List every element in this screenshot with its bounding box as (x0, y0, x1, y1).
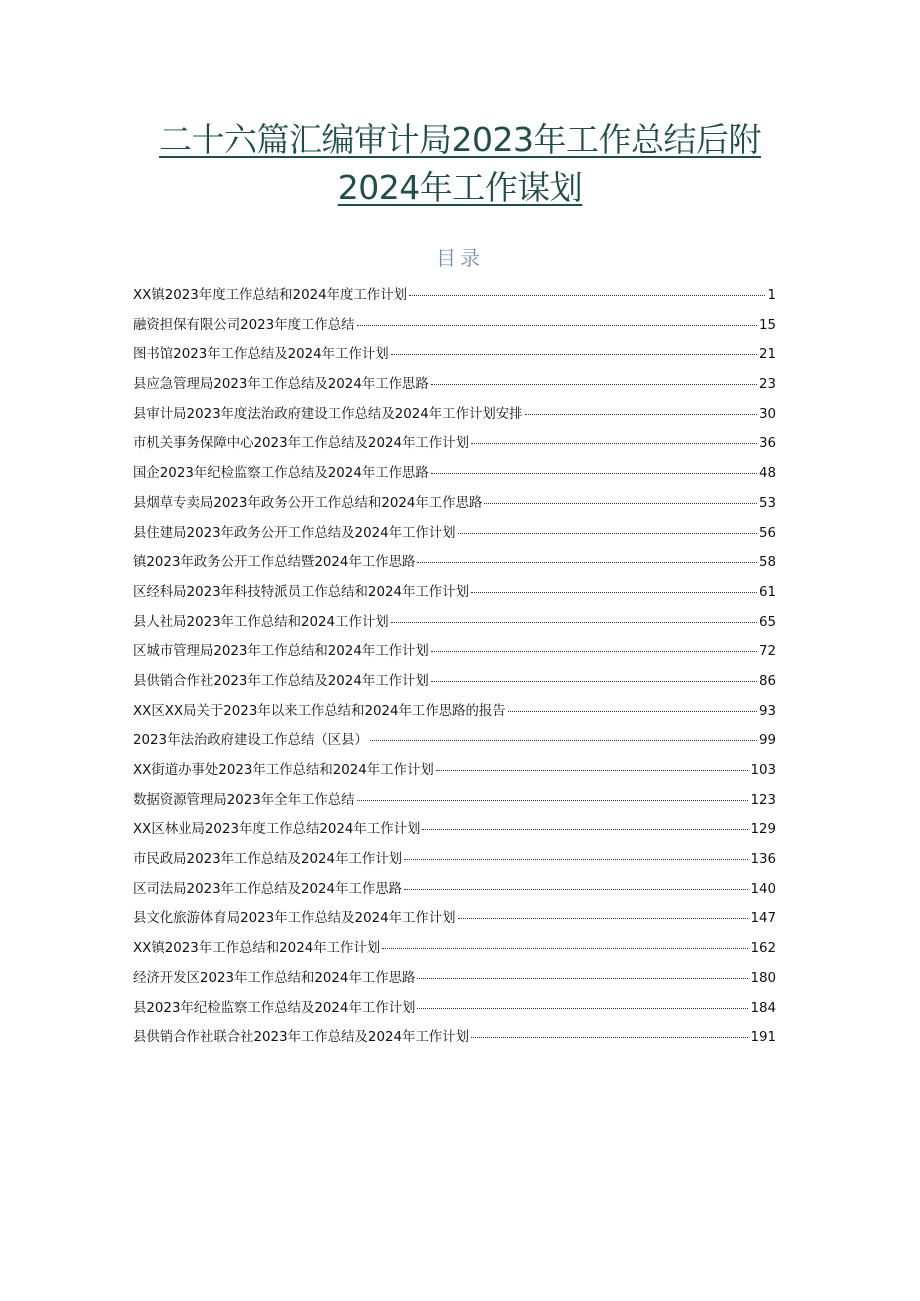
toc-entry-page-number[interactable]: 21 (758, 347, 776, 363)
toc-entry-page-number[interactable]: 65 (758, 614, 776, 630)
toc-entry-title[interactable]: 镇2023年政务公开工作总结暨2024年工作思路 (133, 555, 416, 571)
document-title-text-1: 二十六篇汇编审计局2023年工作总结后附 (159, 120, 761, 159)
toc-dot-leader (382, 947, 748, 949)
toc-entry[interactable] (133, 1026, 776, 1056)
toc-dot-leader (431, 383, 757, 385)
toc-dot-leader (436, 769, 749, 771)
toc-entry-page-number[interactable]: 136 (750, 852, 776, 868)
toc-entry-title[interactable]: 2023年法治政府建设工作总结（区县） (133, 733, 368, 749)
toc-entry[interactable] (133, 403, 776, 433)
toc-entry-page-number[interactable]: 129 (750, 822, 776, 838)
toc-entry[interactable] (133, 878, 776, 908)
toc-entry-title[interactable]: XX区林业局2023年度工作总结2024年工作计划 (133, 822, 421, 838)
toc-entry-page-number[interactable]: 103 (750, 763, 776, 778)
toc-entry-page-number[interactable]: 61 (758, 584, 776, 600)
toc-entry-title[interactable]: 图书馆2023年工作总结及2024年工作计划 (133, 347, 389, 363)
toc-dot-leader (471, 1036, 748, 1038)
toc-entry-title[interactable]: 数据资源管理局2023年全年工作总结 (133, 792, 355, 808)
document-title-text-2: 2024年工作谋划 (337, 168, 583, 207)
toc-entry-page-number[interactable]: 56 (758, 525, 776, 541)
toc-entry-title[interactable]: XX镇2023年工作总结和2024年工作计划 (133, 941, 381, 957)
toc-dot-leader (525, 413, 757, 415)
table-of-contents (133, 284, 776, 1056)
toc-entry-title[interactable]: 县烟草专卖局2023年政务公开工作总结和2024年工作思路 (133, 495, 483, 511)
toc-entry-title[interactable]: 县供销合作社联合社2023年工作总结及2024年工作计划 (133, 1030, 469, 1046)
toc-entry[interactable] (133, 640, 776, 670)
toc-entry[interactable] (133, 551, 776, 581)
toc-entry-page-number[interactable]: 123 (750, 792, 776, 808)
toc-entry-title[interactable]: XX街道办事处2023年工作总结和2024年工作计划 (133, 763, 434, 778)
toc-entry-page-number[interactable]: 191 (750, 1030, 776, 1046)
toc-entry-title[interactable]: 市机关事务保障中心2023年工作总结及2024年工作计划 (133, 436, 469, 452)
toc-entry-title[interactable]: 经济开发区2023年工作总结和2024年工作思路 (133, 970, 416, 986)
toc-entry-title[interactable]: 县住建局2023年政务公开工作总结及2024年工作计划 (133, 525, 456, 541)
toc-dot-leader (357, 324, 757, 326)
toc-dot-leader (409, 294, 765, 296)
toc-entry[interactable] (133, 759, 776, 789)
toc-entry[interactable] (133, 937, 776, 967)
toc-entry[interactable] (133, 729, 776, 759)
toc-entry-page-number[interactable]: 147 (750, 911, 776, 927)
toc-dot-leader (458, 532, 757, 534)
toc-entry[interactable] (133, 670, 776, 700)
toc-entry-page-number[interactable]: 86 (758, 673, 776, 689)
toc-entry-title[interactable]: 县文化旅游体育局2023年工作总结及2024年工作计划 (133, 911, 456, 927)
toc-entry[interactable] (133, 284, 776, 314)
toc-dot-leader (431, 680, 757, 682)
toc-entry-title[interactable]: 融资担保有限公司2023年度工作总结 (133, 317, 355, 333)
toc-entry-title[interactable]: XX区XX局关于2023年以来工作总结和2024年工作思路的报告 (133, 703, 506, 719)
toc-entry-page-number[interactable]: 1 (767, 288, 776, 303)
toc-dot-leader (357, 799, 749, 801)
toc-entry[interactable] (133, 789, 776, 819)
toc-entry[interactable] (133, 848, 776, 878)
toc-entry[interactable] (133, 343, 776, 373)
toc-dot-leader (422, 828, 748, 830)
toc-entry[interactable] (133, 462, 776, 492)
toc-entry[interactable] (133, 522, 776, 552)
toc-entry[interactable] (133, 997, 776, 1027)
toc-dot-leader (431, 650, 757, 652)
toc-dot-leader (417, 1007, 748, 1009)
toc-dot-leader (417, 977, 748, 979)
toc-entry[interactable] (133, 700, 776, 730)
toc-entry-title[interactable]: 县2023年纪检监察工作总结及2024年工作计划 (133, 1000, 416, 1016)
toc-entry-title[interactable]: 区司法局2023年工作总结及2024年工作思路 (133, 881, 403, 897)
document-title-line-2 (120, 166, 800, 210)
toc-entry[interactable] (133, 967, 776, 997)
toc-entry-title[interactable]: 县审计局2023年度法治政府建设工作总结及2024年工作计划安排 (133, 406, 523, 422)
toc-dot-leader (458, 917, 749, 919)
toc-dot-leader (484, 502, 757, 504)
toc-entry-page-number[interactable]: 184 (750, 1000, 776, 1016)
toc-entry-title[interactable]: 县供销合作社2023年工作总结及2024年工作计划 (133, 673, 429, 689)
toc-entry[interactable] (133, 373, 776, 403)
toc-entry-title[interactable]: 县人社局2023年工作总结和2024工作计划 (133, 614, 389, 630)
toc-dot-leader (431, 472, 757, 474)
toc-dot-leader (370, 739, 757, 741)
toc-entry-page-number[interactable]: 30 (758, 406, 776, 422)
toc-entry-title[interactable]: 国企2023年纪检监察工作总结及2024年工作思路 (133, 466, 429, 482)
toc-entry-page-number[interactable]: 36 (758, 436, 776, 452)
toc-entry-page-number[interactable]: 180 (750, 970, 776, 986)
toc-entry-page-number[interactable]: 23 (758, 377, 776, 393)
toc-entry-title[interactable]: 县应急管理局2023年工作总结及2024年工作思路 (133, 377, 429, 393)
toc-entry-page-number[interactable]: 99 (758, 733, 776, 749)
toc-dot-leader (404, 858, 748, 860)
toc-entry-page-number[interactable]: 58 (758, 555, 776, 571)
toc-entry-title[interactable]: 区城市管理局2023年工作总结和2024年工作计划 (133, 644, 429, 660)
toc-entry[interactable] (133, 907, 776, 937)
toc-entry-title[interactable]: 市民政局2023年工作总结及2024年工作计划 (133, 852, 403, 868)
toc-dot-leader (471, 442, 757, 444)
toc-entry[interactable] (133, 818, 776, 848)
toc-dot-leader (404, 888, 748, 890)
toc-entry[interactable] (133, 581, 776, 611)
document-title-line-1 (120, 118, 800, 162)
toc-entry-page-number[interactable]: 162 (750, 941, 776, 957)
toc-entry-title[interactable]: XX镇2023年度工作总结和2024年度工作计划 (133, 288, 407, 303)
toc-dot-leader (508, 710, 757, 712)
toc-entry-title[interactable]: 区经科局2023年科技特派员工作总结和2024年工作计划 (133, 584, 469, 600)
toc-dot-leader (391, 621, 757, 623)
toc-entry-page-number[interactable]: 140 (750, 881, 776, 897)
toc-entry[interactable] (133, 314, 776, 344)
toc-entry[interactable] (133, 492, 776, 522)
toc-entry[interactable] (133, 432, 776, 462)
toc-entry-page-number[interactable]: 72 (758, 644, 776, 660)
toc-dot-leader (391, 353, 757, 355)
toc-entry-page-number[interactable]: 48 (758, 466, 776, 482)
toc-dot-leader (417, 561, 757, 563)
toc-entry-page-number[interactable]: 53 (758, 495, 776, 511)
toc-entry-page-number[interactable]: 93 (758, 703, 776, 719)
toc-entry-page-number[interactable]: 15 (758, 317, 776, 333)
toc-dot-leader (471, 591, 757, 593)
toc-entry[interactable] (133, 611, 776, 641)
toc-heading: 目录 (436, 246, 484, 270)
